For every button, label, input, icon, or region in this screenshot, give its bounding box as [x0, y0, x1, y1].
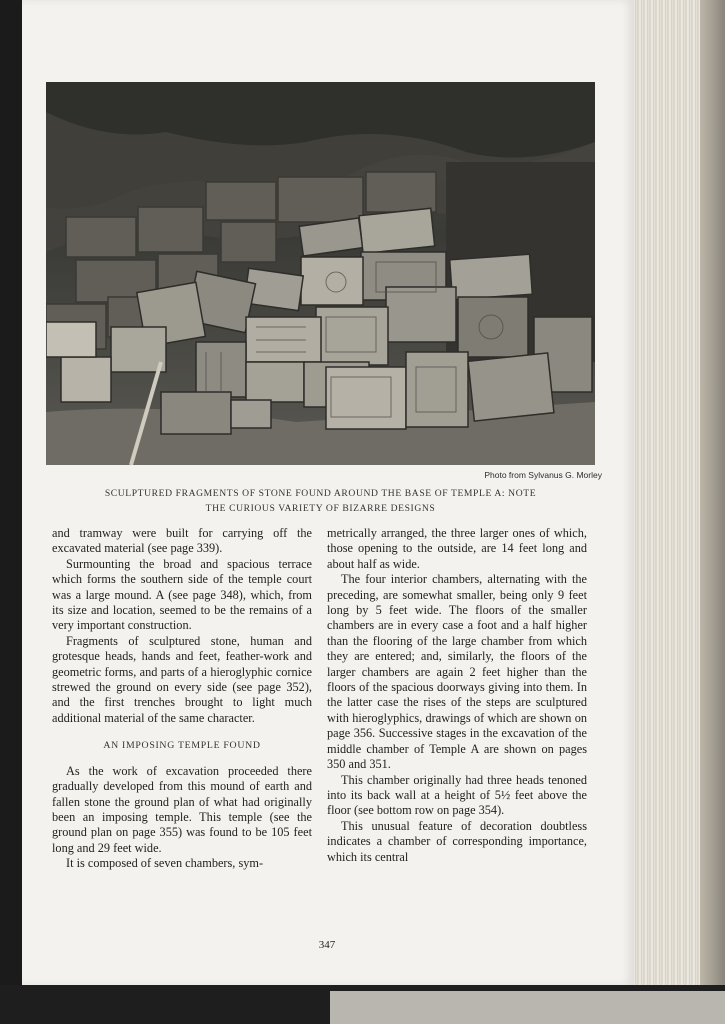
bottom-grey-area [330, 991, 725, 1024]
paragraph: The four interior chambers, alternating with the preceding, are somewhat smaller, being only 9 feet long by 5 feet wide. The floors of the smaller chambers are in every case a foot and a half higher than the flooring of the large chamber from which they are entered; and, similarly, the floors of the larger chambers are again 2 feet higher than the floors of the spacious doorways giving into them. In the latter case the rises of the steps are sculptured with hieroglyphics, drawings of which are shown on page 356. Successive stages in the excavation of the middle chamber of Temple A are shown on pages 350 and 351. [327, 572, 587, 772]
paragraph: As the work of excavation proceeded there gradually developed from this mound of earth and fallen stone the ground plan of what had originally been an imposing temple. This temple (see the ground plan on page 355) was found to be 105 feet long and 29 feet wide. [52, 763, 312, 855]
photo-credit: Photo from Sylvanus G. Morley [484, 470, 602, 480]
caption-line-2: THE CURIOUS VARIETY OF BIZARRE DESIGNS [205, 503, 436, 514]
paragraph: This unusual feature of decoration doubtless indicates a chamber of corresponding importance, which its central [327, 818, 587, 864]
paragraph: metrically arranged, the three larger ones of which, those opening to the outside, are 14 feet long and about half as wide. [327, 526, 587, 571]
photograph [46, 82, 595, 465]
page-number: 347 [318, 939, 336, 951]
caption-line-1: SCULPTURED FRAGMENTS OF STONE FOUND AROUND THE BASE OF TEMPLE A: NOTE [104, 488, 537, 499]
section-heading: AN IMPOSING TEMPLE FOUND [103, 740, 261, 752]
paragraph: and tramway were built for carrying off the excavated material (see page 339). [52, 526, 312, 556]
text-column-right [327, 526, 587, 865]
scanner-edge-bottom [0, 985, 725, 1024]
stone-fragments-photo [46, 82, 595, 465]
paragraph: This chamber originally had three heads tenoned into its back wall at a height of 5½ feet above the floor (see bottom row on page 354). [327, 772, 587, 818]
page-stack-shadow [700, 0, 725, 985]
paragraph: Fragments of sculptured stone, human and grotesque heads, hands and feet, feather-work and geometric forms, and parts of a hieroglyphic cornice strewed the ground on every side (see page 352), and the first trenches brought to light much additional material of the same character. [52, 633, 312, 725]
figure-caption [46, 486, 595, 516]
book-page [22, 0, 634, 985]
text-column-left [52, 526, 312, 872]
scanner-edge-left [0, 0, 22, 1024]
paragraph: Surmounting the broad and spacious terrace which forms the southern side of the temple court was a large mound. A (see page 348), which, from its size and location, seemed to be the remains of a very important construction. [52, 556, 312, 633]
paragraph: It is composed of seven chambers, sym- [66, 856, 264, 871]
